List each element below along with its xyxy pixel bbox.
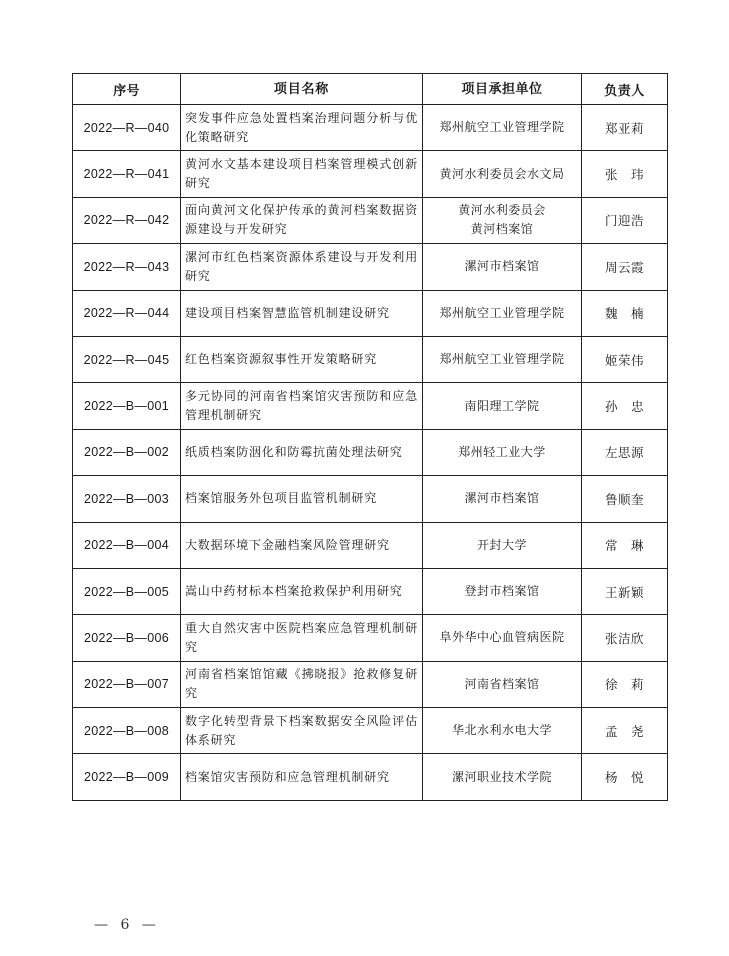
table-row (73, 661, 668, 707)
header-unit: 项目承担单位 (423, 74, 582, 105)
project-owner-cell: 门迎浩 (582, 197, 668, 243)
unit-line: 漯河职业技术学院 (451, 769, 552, 784)
project-unit-cell (423, 383, 582, 429)
project-name-cell: 大数据环境下金融档案风险管理研究 (181, 522, 423, 568)
project-id-cell: 2022—B—003 (73, 476, 181, 522)
project-id-cell: 2022—B—001 (73, 383, 181, 429)
project-unit-cell (423, 105, 582, 151)
unit-line: 郑州航空工业管理学院 (439, 352, 565, 367)
project-owner-cell: 王新颖 (582, 568, 668, 614)
project-name-cell: 漯河市红色档案资源体系建设与开发利用研究 (181, 244, 423, 290)
project-unit-cell (423, 429, 582, 475)
project-owner-cell: 魏 楠 (582, 290, 668, 336)
unit-line: 黄河水利委员会 (458, 203, 546, 218)
unit-line: 开封大学 (476, 537, 527, 552)
project-id-cell: 2022—B—008 (73, 708, 181, 754)
project-owner-cell: 常 琳 (582, 522, 668, 568)
page-number: — 6 — (94, 917, 160, 933)
table-row (73, 754, 668, 800)
table-row (73, 429, 668, 475)
project-owner-cell: 孟 尧 (582, 708, 668, 754)
table-row (73, 197, 668, 243)
header-owner: 负责人 (582, 74, 668, 105)
project-owner-cell: 周云霞 (582, 244, 668, 290)
header-name: 项目名称 (181, 74, 423, 105)
project-name-cell: 重大自然灾害中医院档案应急管理机制研究 (181, 615, 423, 661)
table-row (73, 290, 668, 336)
table-header (73, 74, 668, 105)
unit-line: 阜外华中心血管病医院 (439, 630, 565, 645)
unit-line: 登封市档案馆 (464, 584, 540, 599)
table-row (73, 522, 668, 568)
table-row (73, 336, 668, 382)
project-owner-cell: 鲁顺奎 (582, 476, 668, 522)
unit-line: 漯河市档案馆 (464, 259, 540, 274)
table-row (73, 151, 668, 197)
unit-line: 华北水利水电大学 (451, 723, 552, 738)
project-name-cell: 建设项目档案智慧监管机制建设研究 (181, 290, 423, 336)
unit-line: 郑州轻工业大学 (458, 444, 546, 459)
project-name-cell: 红色档案资源叙事性开发策略研究 (181, 336, 423, 382)
project-owner-cell: 孙 忠 (582, 383, 668, 429)
project-owner-cell: 郑亚莉 (582, 105, 668, 151)
project-id-cell: 2022—R—041 (73, 151, 181, 197)
unit-line: 河南省档案馆 (464, 676, 540, 691)
project-owner-cell: 张 玮 (582, 151, 668, 197)
project-id-cell: 2022—B—004 (73, 522, 181, 568)
project-owner-cell: 张洁欣 (582, 615, 668, 661)
project-name-cell: 面向黄河文化保护传承的黄河档案数据资源建设与开发研究 (181, 197, 423, 243)
project-id-cell: 2022—B—009 (73, 754, 181, 800)
project-owner-cell: 左思源 (582, 429, 668, 475)
project-unit-cell (423, 197, 582, 243)
project-name-cell: 突发事件应急处置档案治理问题分析与优化策略研究 (181, 105, 423, 151)
project-unit-cell (423, 708, 582, 754)
table-row (73, 476, 668, 522)
table-row (73, 568, 668, 614)
table-row (73, 105, 668, 151)
unit-line: 黄河档案馆 (470, 222, 534, 237)
project-unit-cell (423, 244, 582, 290)
project-name-cell: 档案馆服务外包项目监管机制研究 (181, 476, 423, 522)
table-row (73, 244, 668, 290)
table-row (73, 383, 668, 429)
project-id-cell: 2022—B—002 (73, 429, 181, 475)
project-unit-cell (423, 290, 582, 336)
project-unit-cell (423, 661, 582, 707)
project-owner-cell: 姬荣伟 (582, 336, 668, 382)
unit-line: 黄河水利委员会水文局 (439, 166, 565, 181)
project-unit-cell (423, 522, 582, 568)
project-unit-cell (423, 336, 582, 382)
unit-line: 郑州航空工业管理学院 (439, 120, 565, 135)
unit-line: 漯河市档案馆 (464, 491, 540, 506)
project-id-cell: 2022—R—042 (73, 197, 181, 243)
header-id: 序号 (73, 74, 181, 105)
unit-line: 南阳理工学院 (464, 398, 540, 413)
project-name-cell: 档案馆灾害预防和应急管理机制研究 (181, 754, 423, 800)
project-owner-cell: 杨 悦 (582, 754, 668, 800)
project-name-cell: 黄河水文基本建设项目档案管理模式创新研究 (181, 151, 423, 197)
project-name-cell: 河南省档案馆馆藏《拂晓报》抢救修复研究 (181, 661, 423, 707)
project-name-cell: 纸质档案防洇化和防霉抗菌处理法研究 (181, 429, 423, 475)
table-body (73, 105, 668, 801)
project-name-cell: 嵩山中药材标本档案抢救保护利用研究 (181, 568, 423, 614)
project-unit-cell (423, 615, 582, 661)
project-id-cell: 2022—R—043 (73, 244, 181, 290)
table-header-row (73, 74, 668, 105)
project-table (72, 73, 668, 801)
project-unit-cell (423, 151, 582, 197)
unit-line: 郑州航空工业管理学院 (439, 305, 565, 320)
project-id-cell: 2022—R—044 (73, 290, 181, 336)
project-name-cell: 数字化转型背景下档案数据安全风险评估体系研究 (181, 708, 423, 754)
table-row (73, 615, 668, 661)
project-unit-cell (423, 476, 582, 522)
project-id-cell: 2022—B—005 (73, 568, 181, 614)
project-id-cell: 2022—B—006 (73, 615, 181, 661)
project-name-cell: 多元协同的河南省档案馆灾害预防和应急管理机制研究 (181, 383, 423, 429)
project-unit-cell (423, 754, 582, 800)
project-id-cell: 2022—R—040 (73, 105, 181, 151)
project-id-cell: 2022—B—007 (73, 661, 181, 707)
project-id-cell: 2022—R—045 (73, 336, 181, 382)
table-row (73, 708, 668, 754)
project-unit-cell (423, 568, 582, 614)
project-owner-cell: 徐 莉 (582, 661, 668, 707)
